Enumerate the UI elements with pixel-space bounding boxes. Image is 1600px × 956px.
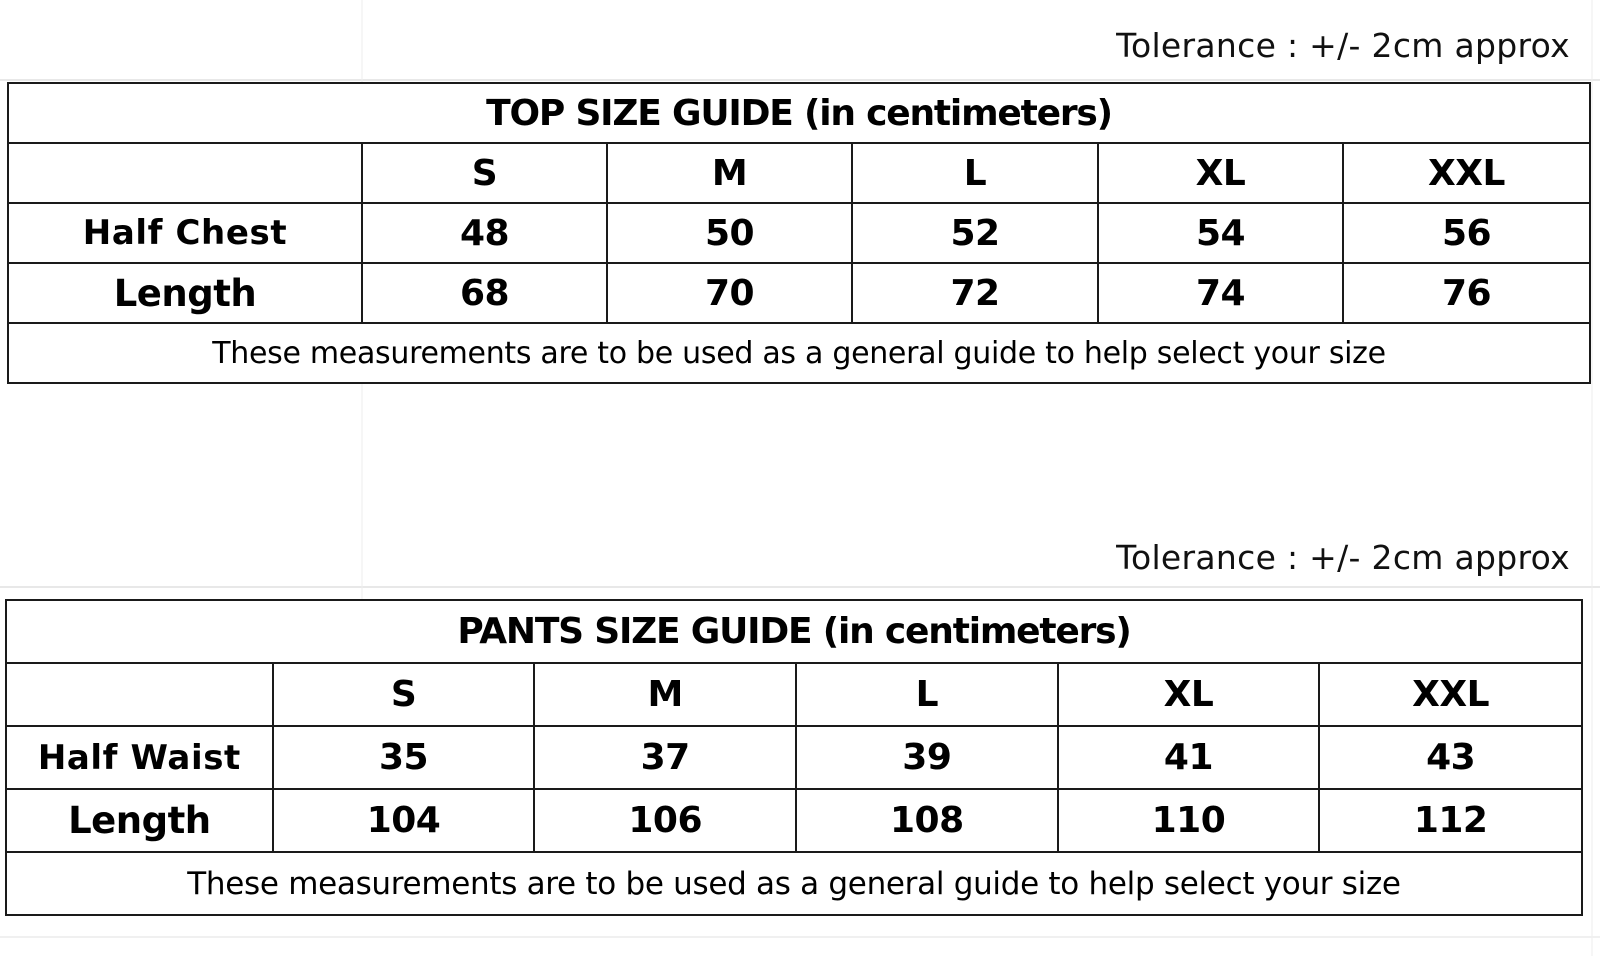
table-title: PANTS SIZE GUIDE (in centimeters) (6, 600, 1582, 663)
table-row (8, 203, 1590, 263)
empty-corner-cell (8, 143, 362, 203)
measurement-cell: 48 (362, 203, 607, 263)
size-header: XL (1098, 143, 1343, 203)
measurement-cell: 112 (1319, 789, 1582, 852)
row-label: Half Chest (8, 203, 362, 263)
measurement-cell: 74 (1098, 263, 1343, 323)
row-label: Length (8, 263, 362, 323)
size-header: XXL (1343, 143, 1590, 203)
table-note-row (6, 852, 1582, 915)
pants-tolerance-note: Tolerance : +/- 2cm approx (1116, 538, 1570, 577)
measurement-cell: 35 (273, 726, 535, 789)
table-note: These measurements are to be used as a general guide to help select your size (8, 323, 1590, 383)
measurement-cell: 108 (796, 789, 1058, 852)
size-header: XL (1058, 663, 1320, 726)
table-title-row (6, 600, 1582, 663)
measurement-cell: 52 (852, 203, 1098, 263)
size-header: L (796, 663, 1058, 726)
measurement-cell: 68 (362, 263, 607, 323)
measurement-cell: 56 (1343, 203, 1590, 263)
size-header-row (8, 143, 1590, 203)
size-header: S (273, 663, 535, 726)
measurement-cell: 41 (1058, 726, 1320, 789)
measurement-cell: 76 (1343, 263, 1590, 323)
measurement-cell: 50 (607, 203, 852, 263)
measurement-cell: 106 (534, 789, 796, 852)
table-title: TOP SIZE GUIDE (in centimeters) (8, 83, 1590, 143)
table-row (6, 789, 1582, 852)
table-note: These measurements are to be used as a general guide to help select your size (6, 852, 1582, 915)
size-header: M (607, 143, 852, 203)
size-header: XXL (1319, 663, 1582, 726)
row-label: Half Waist (6, 726, 273, 789)
size-header-row (6, 663, 1582, 726)
measurement-cell: 110 (1058, 789, 1320, 852)
table-title-row (8, 83, 1590, 143)
measurement-cell: 70 (607, 263, 852, 323)
measurement-cell: 39 (796, 726, 1058, 789)
size-header: L (852, 143, 1098, 203)
size-header: S (362, 143, 607, 203)
measurement-cell: 104 (273, 789, 535, 852)
size-header: M (534, 663, 796, 726)
top-size-guide-table (7, 82, 1591, 384)
measurement-cell: 72 (852, 263, 1098, 323)
empty-corner-cell (6, 663, 273, 726)
table-row (6, 726, 1582, 789)
table-row (8, 263, 1590, 323)
top-tolerance-note: Tolerance : +/- 2cm approx (1116, 26, 1570, 65)
measurement-cell: 54 (1098, 203, 1343, 263)
measurement-cell: 37 (534, 726, 796, 789)
pants-size-guide-table (5, 599, 1583, 916)
row-label: Length (6, 789, 273, 852)
measurement-cell: 43 (1319, 726, 1582, 789)
table-note-row (8, 323, 1590, 383)
